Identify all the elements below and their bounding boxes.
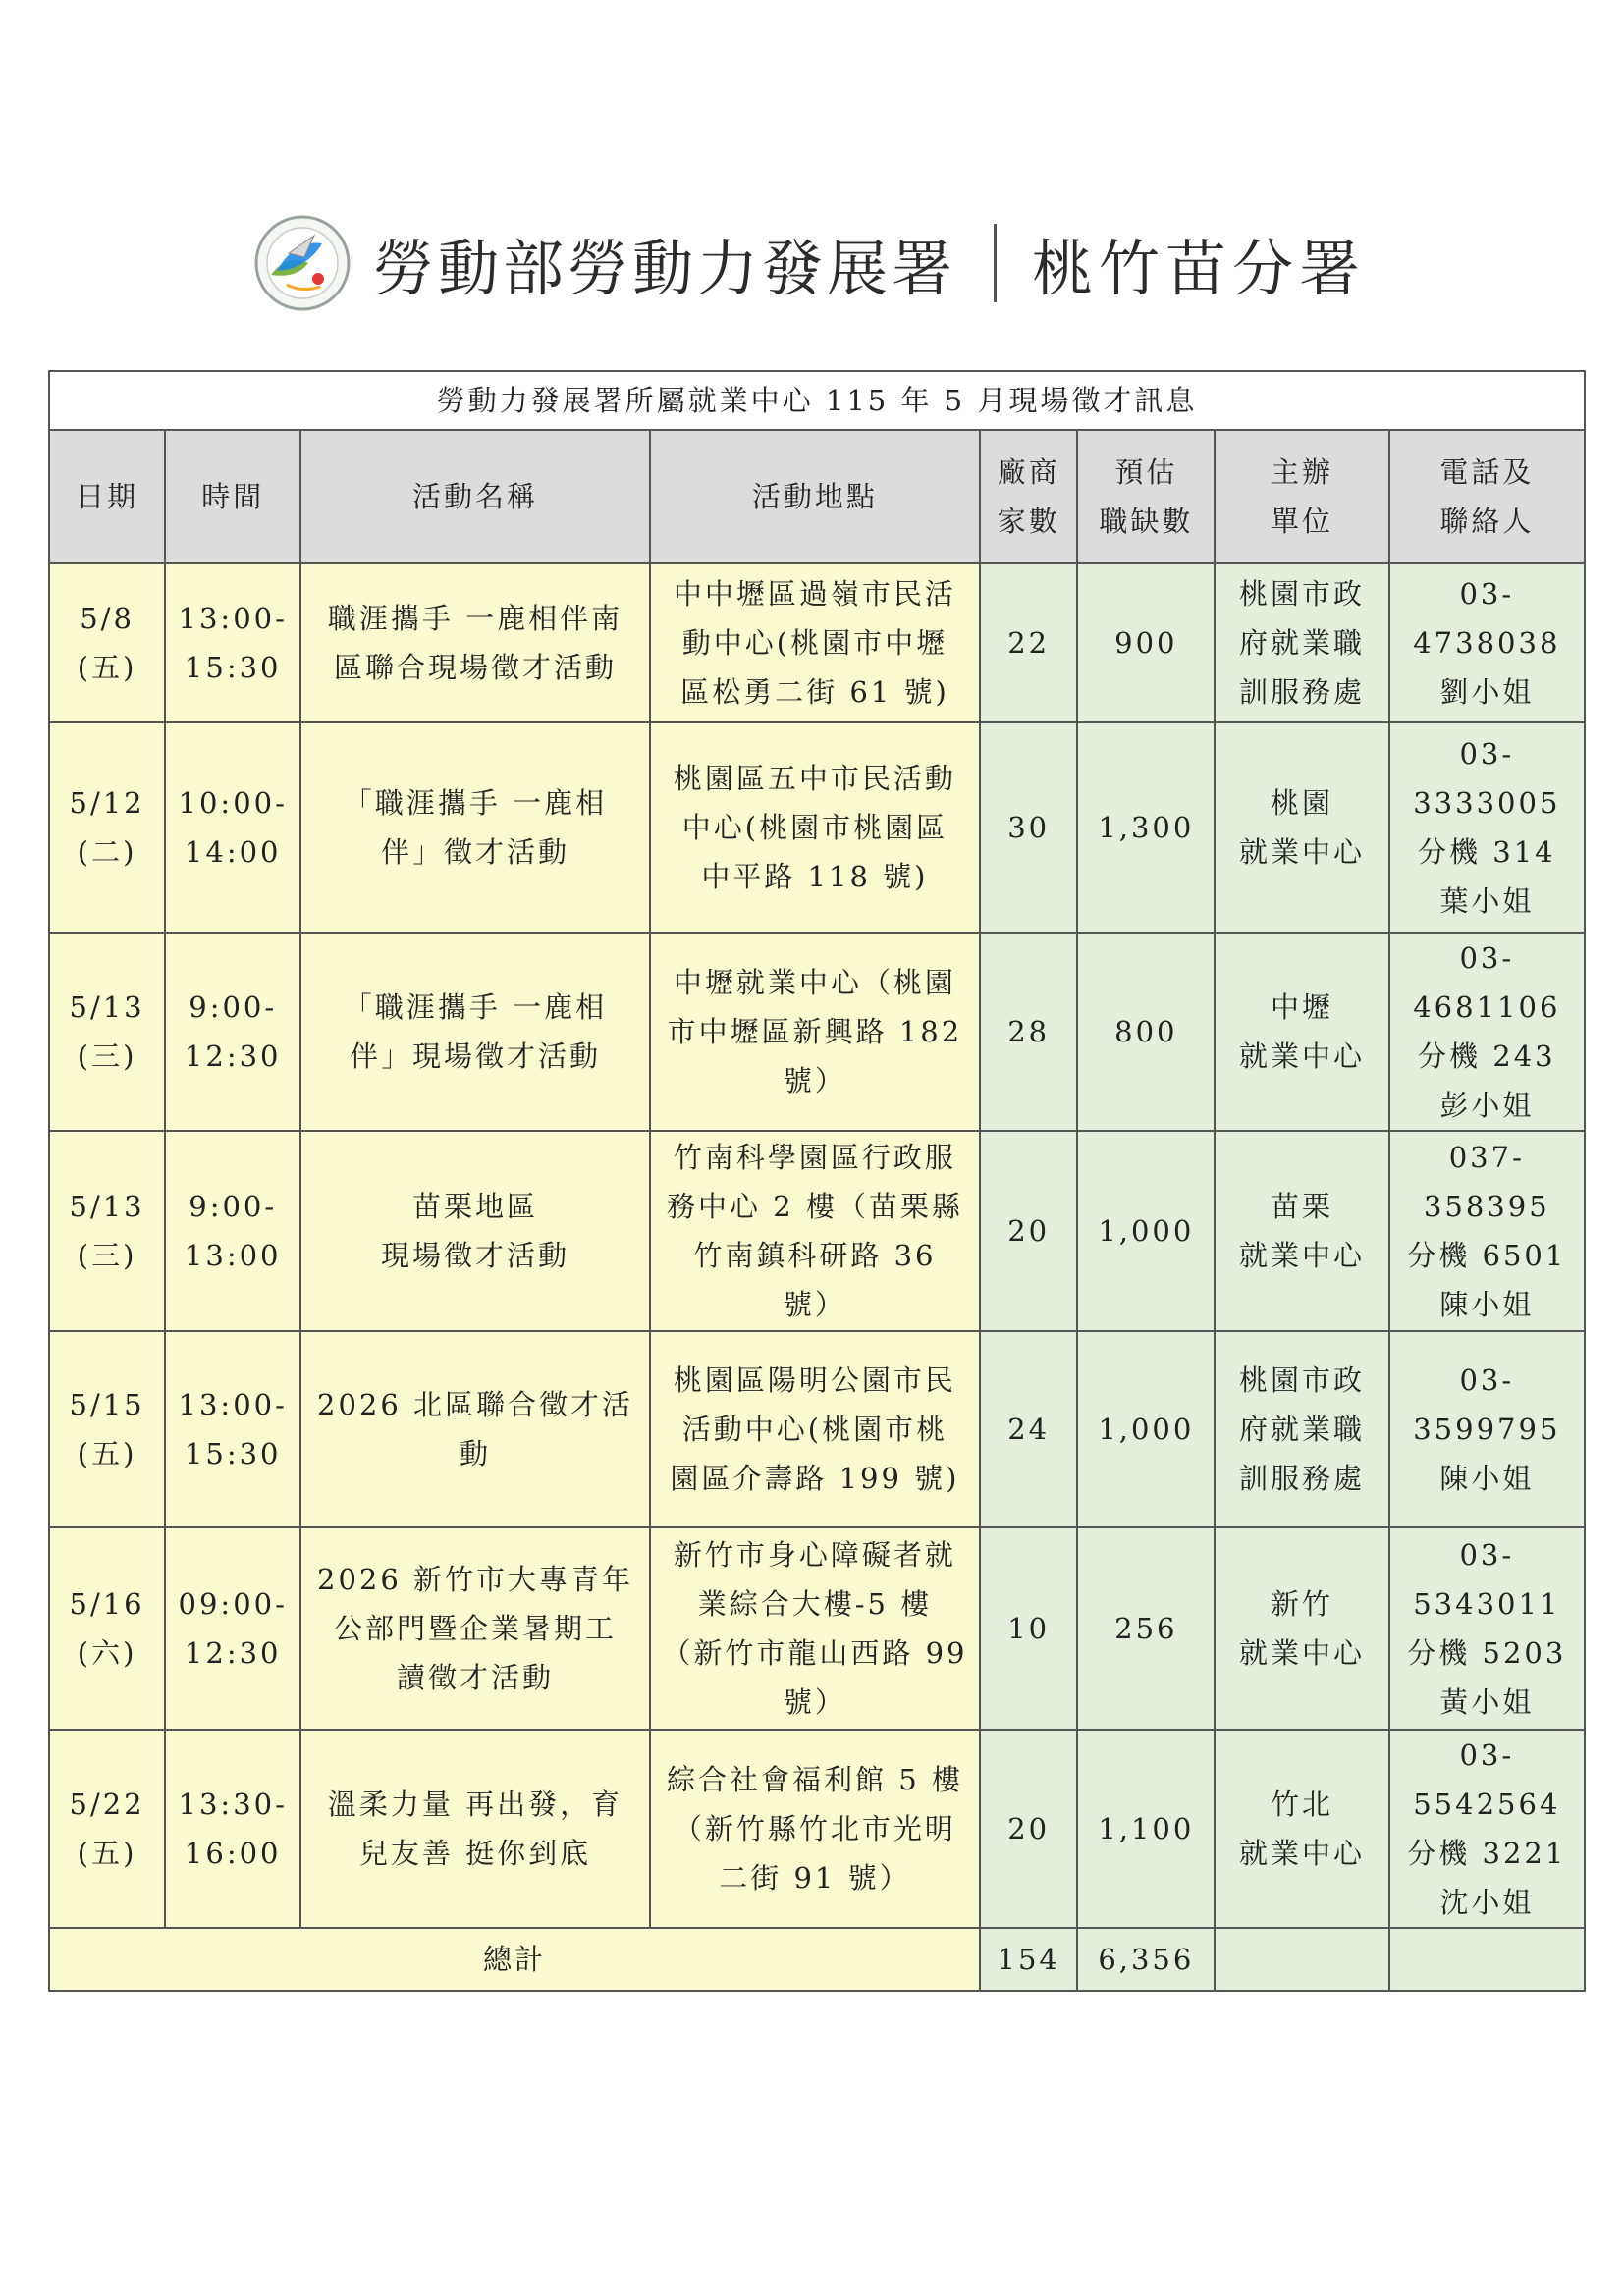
col-header-companies [980, 430, 1077, 563]
cell-event-name-line: 「職涯攜手 一鹿相 [343, 786, 608, 820]
cell-event-name-line: 職涯攜手 一鹿相伴南 [327, 602, 623, 635]
cell-event-name-line: 現場徵才活動 [381, 1239, 570, 1272]
cell-date-line: 5/8 [80, 602, 135, 635]
col-header-organizer-line2: 單位 [1271, 505, 1334, 538]
total-label: 總計 [49, 1928, 980, 1991]
cell-contact-line: 劉小姐 [1439, 675, 1535, 709]
table-row [49, 1331, 1585, 1527]
cell-contact-line: 陳小姐 [1439, 1288, 1535, 1321]
cell-time-line: 10:00- [178, 786, 288, 820]
cell-venue-line: 竹南科學園區行政服 [673, 1141, 956, 1174]
cell-organizer [1215, 933, 1388, 1131]
cell-time-line: 16:00 [184, 1837, 282, 1870]
cell-venue-line: 園區介壽路 199 號) [670, 1462, 960, 1495]
col-header-companies-line2: 家數 [997, 505, 1060, 538]
col-header-vacancies-line1: 預估 [1114, 455, 1178, 489]
cell-companies: 28 [980, 933, 1077, 1131]
cell-contact [1389, 722, 1585, 933]
cell-companies: 20 [980, 1730, 1077, 1928]
cell-contact [1389, 933, 1585, 1131]
cell-organizer-line: 就業中心 [1239, 1239, 1366, 1272]
col-header-date: 日期 [49, 430, 165, 563]
cell-contact-line: 037-358395 [1423, 1141, 1550, 1223]
cell-venue-line: 務中心 2 樓（苗栗縣 [666, 1190, 963, 1223]
cell-event-name-line: 兒友善 挺你到底 [358, 1837, 592, 1870]
cell-event-name-line: 溫柔力量 再出發，育 [327, 1788, 623, 1821]
cell-event-name [300, 1730, 649, 1928]
organization-name: 勞動部勞動力發展署 [373, 232, 957, 304]
cell-organizer-line: 府就業職 [1239, 1413, 1366, 1446]
cell-companies: 20 [980, 1131, 1077, 1331]
cell-time-line: 09:00- [178, 1587, 288, 1621]
cell-contact-line: 葉小姐 [1439, 884, 1535, 918]
cell-event-name-line: 區聯合現場徵才活動 [334, 651, 618, 684]
cell-venue-line: （新竹縣竹北市光明 [673, 1812, 956, 1845]
total-organizer-empty [1215, 1928, 1388, 1991]
cell-venue-line: 號） [783, 1288, 846, 1321]
cell-venue [650, 1331, 980, 1527]
cell-vacancies: 1,100 [1077, 1730, 1215, 1928]
cell-contact-line: 03-5542564 [1413, 1738, 1561, 1821]
ministry-of-labor-logo-icon [253, 214, 352, 312]
table-row [49, 933, 1585, 1131]
cell-venue [650, 563, 980, 722]
cell-venue [650, 1131, 980, 1331]
cell-contact-line: 分機 314 [1418, 835, 1556, 869]
cell-date-line: (六) [77, 1636, 137, 1670]
col-header-vacancies-line2: 職缺數 [1099, 505, 1194, 538]
col-header-contact-line1: 電話及 [1439, 455, 1535, 489]
col-header-contact [1389, 430, 1585, 563]
cell-date [49, 1730, 165, 1928]
cell-venue [650, 1527, 980, 1730]
total-companies: 154 [980, 1928, 1077, 1991]
cell-organizer-line: 就業中心 [1239, 835, 1366, 869]
cell-organizer [1215, 1331, 1388, 1527]
cell-venue-line: 業綜合大樓-5 樓 [697, 1587, 933, 1621]
cell-event-name [300, 933, 649, 1131]
cell-venue-line: （新竹市龍山西路 99 [662, 1636, 968, 1670]
cell-organizer [1215, 722, 1388, 933]
cell-event-name-line: 伴」徵才活動 [381, 835, 570, 869]
cell-time [165, 1730, 300, 1928]
cell-companies: 22 [980, 563, 1077, 722]
cell-time-line: 13:00 [184, 1239, 282, 1272]
cell-event-name-line: 讀徵才活動 [397, 1661, 555, 1694]
page-header [253, 208, 1366, 318]
cell-venue-line: 新竹市身心障礙者就 [673, 1538, 956, 1572]
cell-time-line: 15:30 [184, 1437, 282, 1470]
cell-time [165, 1131, 300, 1331]
table-title: 勞動力發展署所屬就業中心 115 年 5 月現場徵才訊息 [49, 371, 1585, 430]
cell-contact-line: 黃小姐 [1439, 1685, 1535, 1719]
table-row [49, 563, 1585, 722]
cell-date-line: (五) [77, 1837, 137, 1870]
cell-contact-line: 沈小姐 [1439, 1886, 1535, 1919]
cell-time-line: 9:00- [189, 990, 278, 1024]
cell-event-name-line: 苗栗地區 [412, 1190, 539, 1223]
cell-contact [1389, 1331, 1585, 1527]
cell-venue-line: 號） [783, 1064, 846, 1097]
table-row [49, 1131, 1585, 1331]
cell-date [49, 933, 165, 1131]
branch-name: 桃竹苗分署 [1032, 232, 1367, 304]
cell-organizer [1215, 1730, 1388, 1928]
cell-date-line: 5/22 [69, 1788, 145, 1821]
cell-date-line: 5/15 [69, 1388, 145, 1421]
table-row [49, 1527, 1585, 1730]
cell-time-line: 14:00 [184, 835, 282, 869]
cell-event-name [300, 1527, 649, 1730]
cell-companies: 24 [980, 1331, 1077, 1527]
cell-organizer-line: 就業中心 [1239, 1837, 1366, 1870]
cell-venue-line: 活動中心(桃園市桃 [681, 1413, 948, 1446]
cell-organizer-line: 桃園 [1271, 786, 1334, 820]
cell-contact-line: 03-5343011 [1413, 1538, 1561, 1621]
header-divider [994, 224, 997, 302]
cell-organizer-line: 就業中心 [1239, 1636, 1366, 1670]
cell-contact [1389, 1131, 1585, 1331]
cell-organizer-line: 訓服務處 [1239, 675, 1366, 709]
cell-date-line: (三) [77, 1239, 137, 1272]
cell-organizer-line: 訓服務處 [1239, 1462, 1366, 1495]
cell-event-name [300, 722, 649, 933]
cell-time-line: 12:30 [184, 1636, 282, 1670]
cell-contact-line: 03-3599795 [1413, 1363, 1561, 1446]
cell-organizer-line: 府就業職 [1239, 626, 1366, 660]
col-header-organizer [1215, 430, 1388, 563]
cell-time-line: 13:30- [178, 1788, 288, 1821]
cell-contact-line: 彭小姐 [1439, 1089, 1535, 1122]
cell-time-line: 13:00- [178, 602, 288, 635]
cell-contact [1389, 1527, 1585, 1730]
cell-time [165, 933, 300, 1131]
cell-time [165, 1527, 300, 1730]
cell-venue-line: 中平路 118 號) [701, 860, 929, 893]
cell-venue [650, 933, 980, 1131]
cell-companies: 30 [980, 722, 1077, 933]
cell-time-line: 12:30 [184, 1040, 282, 1073]
cell-organizer-line: 就業中心 [1239, 1040, 1366, 1073]
cell-date-line: (五) [77, 1437, 137, 1470]
cell-contact-line: 03-3333005 [1413, 737, 1561, 820]
cell-date-line: (五) [77, 651, 137, 684]
cell-vacancies: 800 [1077, 933, 1215, 1131]
cell-contact-line: 03-4738038 [1413, 577, 1561, 660]
cell-organizer-line: 中壢 [1271, 990, 1334, 1024]
cell-date-line: 5/13 [69, 1190, 145, 1223]
table-row [49, 722, 1585, 933]
cell-date [49, 563, 165, 722]
cell-contact [1389, 563, 1585, 722]
cell-vacancies: 1,300 [1077, 722, 1215, 933]
cell-vacancies: 256 [1077, 1527, 1215, 1730]
cell-contact-line: 分機 5203 [1407, 1636, 1567, 1670]
cell-event-name [300, 563, 649, 722]
col-header-name: 活動名稱 [300, 430, 649, 563]
cell-vacancies: 1,000 [1077, 1331, 1215, 1527]
cell-venue-line: 市中壢區新興路 182 [667, 1015, 963, 1048]
cell-venue-line: 中中壢區過嶺市民活 [673, 577, 956, 611]
cell-event-name-line: 2026 新竹市大專青年 [317, 1563, 634, 1596]
cell-time-line: 9:00- [189, 1190, 278, 1223]
cell-venue-line: 中心(桃園市桃園區 [681, 811, 948, 844]
cell-vacancies: 900 [1077, 563, 1215, 722]
cell-organizer-line: 桃園市政 [1239, 577, 1366, 611]
cell-time-line: 15:30 [184, 651, 282, 684]
cell-event-name-line: 「職涯攜手 一鹿相 [343, 990, 608, 1024]
cell-contact-line: 分機 3221 [1407, 1837, 1567, 1870]
cell-vacancies: 1,000 [1077, 1131, 1215, 1331]
cell-venue [650, 722, 980, 933]
cell-venue-line: 中壢就業中心（桃園 [673, 966, 956, 999]
col-header-companies-line1: 廠商 [997, 455, 1060, 489]
cell-date [49, 1131, 165, 1331]
cell-date-line: (二) [77, 835, 137, 869]
cell-date-line: 5/13 [69, 990, 145, 1024]
cell-date [49, 1331, 165, 1527]
table-row [49, 1730, 1585, 1928]
cell-event-name [300, 1331, 649, 1527]
col-header-time: 時間 [165, 430, 300, 563]
cell-organizer-line: 苗栗 [1271, 1190, 1334, 1223]
cell-venue-line: 桃園區陽明公園市民 [673, 1363, 956, 1397]
cell-date-line: 5/16 [69, 1587, 145, 1621]
cell-date-line: (三) [77, 1040, 137, 1073]
cell-venue-line: 號） [783, 1685, 846, 1719]
cell-time-line: 13:00- [178, 1388, 288, 1421]
cell-venue-line: 桃園區五中市民活動 [673, 762, 956, 795]
cell-event-name-line: 2026 北區聯合徵才活 [317, 1388, 634, 1421]
cell-organizer-line: 新竹 [1271, 1587, 1334, 1621]
cell-organizer-line: 桃園市政 [1239, 1363, 1366, 1397]
col-header-organizer-line1: 主辦 [1271, 455, 1334, 489]
cell-organizer [1215, 563, 1388, 722]
cell-time [165, 722, 300, 933]
cell-contact-line: 分機 6501 [1407, 1239, 1567, 1272]
cell-event-name-line: 公部門暨企業暑期工 [334, 1612, 618, 1645]
total-row [49, 1928, 1585, 1991]
cell-date [49, 1527, 165, 1730]
cell-venue-line: 區松勇二街 61 號) [680, 675, 949, 709]
table-header-row [49, 430, 1585, 563]
total-contact-empty [1389, 1928, 1585, 1991]
cell-event-name [300, 1131, 649, 1331]
col-header-venue: 活動地點 [650, 430, 980, 563]
cell-venue-line: 動中心(桃園市中壢 [681, 626, 948, 660]
cell-organizer [1215, 1131, 1388, 1331]
cell-companies: 10 [980, 1527, 1077, 1730]
cell-organizer-line: 竹北 [1271, 1788, 1334, 1821]
col-header-vacancies [1077, 430, 1215, 563]
cell-venue-line: 二街 91 號） [719, 1861, 911, 1895]
cell-contact-line: 陳小姐 [1439, 1462, 1535, 1495]
cell-date-line: 5/12 [69, 786, 145, 820]
cell-event-name-line: 動 [460, 1437, 492, 1470]
job-fair-table [48, 370, 1586, 1992]
cell-venue-line: 綜合社會福利館 5 樓 [666, 1763, 963, 1796]
cell-date [49, 722, 165, 933]
cell-organizer [1215, 1527, 1388, 1730]
cell-venue [650, 1730, 980, 1928]
total-vacancies: 6,356 [1077, 1928, 1215, 1991]
cell-contact [1389, 1730, 1585, 1928]
cell-time [165, 563, 300, 722]
cell-contact-line: 分機 243 [1418, 1040, 1556, 1073]
cell-time [165, 1331, 300, 1527]
cell-event-name-line: 伴」現場徵才活動 [350, 1040, 602, 1073]
cell-contact-line: 03-4681106 [1413, 941, 1561, 1024]
cell-venue-line: 竹南鎮科研路 36 [693, 1239, 937, 1272]
col-header-contact-line2: 聯絡人 [1439, 505, 1535, 538]
